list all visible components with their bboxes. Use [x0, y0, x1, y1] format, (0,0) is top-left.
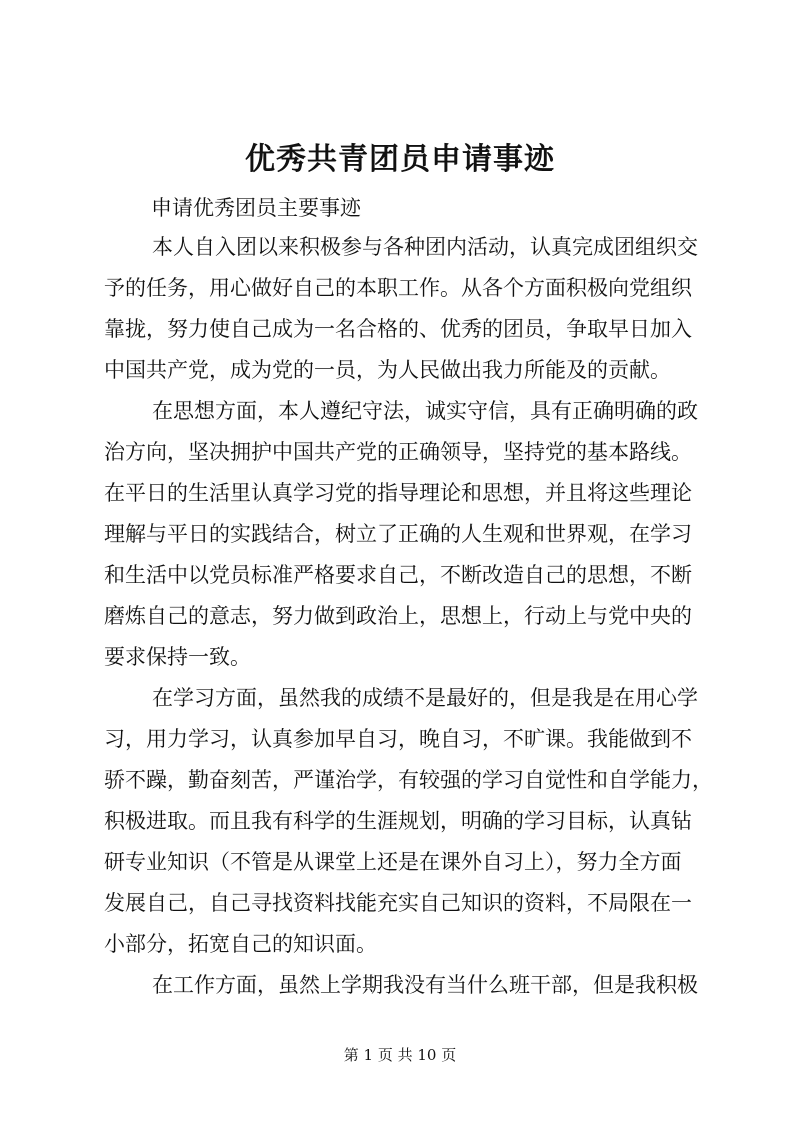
paragraph-line: 要求保持一致。: [104, 645, 251, 669]
document-subtitle: 申请优秀团员主要事迹: [151, 196, 361, 220]
paragraph-line: 发展自己，自己寻找资料找能充实自己知识的资料，不局限在一: [104, 891, 692, 915]
paragraph-line: 磨炼自己的意志，努力做到政治上，思想上，行动上与党中央的: [104, 604, 692, 628]
paragraph-line: 在工作方面，虽然上学期我没有当什么班干部，但是我积极: [152, 973, 698, 997]
paragraph-line: 在学习方面，虽然我的成绩不是最好的，但是我是在用心学: [152, 686, 698, 710]
document-title: 优秀共青团员申请事迹: [245, 142, 555, 177]
document-body: [104, 227, 713, 1006]
paragraph-line: 积极进取。而且我有科学的生涯规划，明确的学习目标，认真钻: [104, 809, 692, 833]
paragraph-line: 治方向，坚决拥护中国共产党的正确领导，坚持党的基本路线。: [104, 440, 692, 464]
paragraph-line: 研专业知识（不管是从课堂上还是在课外自习上），努力全方面: [104, 850, 682, 874]
paragraph-line: 本人自入团以来积极参与各种团内活动，认真完成团组织交: [152, 235, 698, 259]
paragraph-line: 和生活中以党员标准严格要求自己，不断改造自己的思想，不断: [104, 563, 692, 587]
paragraph-line: 在思想方面，本人遵纪守法，诚实守信，具有正确明确的政: [152, 399, 698, 423]
paragraph-line: 在平日的生活里认真学习党的指导理论和思想，并且将这些理论: [104, 481, 692, 505]
paragraph-line: 靠拢，努力使自己成为一名合格的、优秀的团员，争取早日加入: [104, 317, 692, 341]
paragraph-line: 习，用力学习，认真参加早自习，晚自习，不旷课。我能做到不: [104, 727, 692, 751]
paragraph-line: 小部分，拓宽自己的知识面。: [104, 932, 377, 956]
paragraph-line: 予的任务，用心做好自己的本职工作。从各个方面积极向党组织: [104, 276, 692, 300]
page-number-footer: 第 1 页 共 10 页: [343, 1046, 457, 1064]
paragraph-line: 骄不躁，勤奋刻苦，严谨治学，有较强的学习自觉性和自学能力，: [104, 768, 713, 792]
paragraph-line: 中国共产党，成为党的一员，为人民做出我力所能及的贡献。: [104, 358, 671, 382]
paragraph-line: 理解与平日的实践结合，树立了正确的人生观和世界观，在学习: [104, 522, 692, 546]
